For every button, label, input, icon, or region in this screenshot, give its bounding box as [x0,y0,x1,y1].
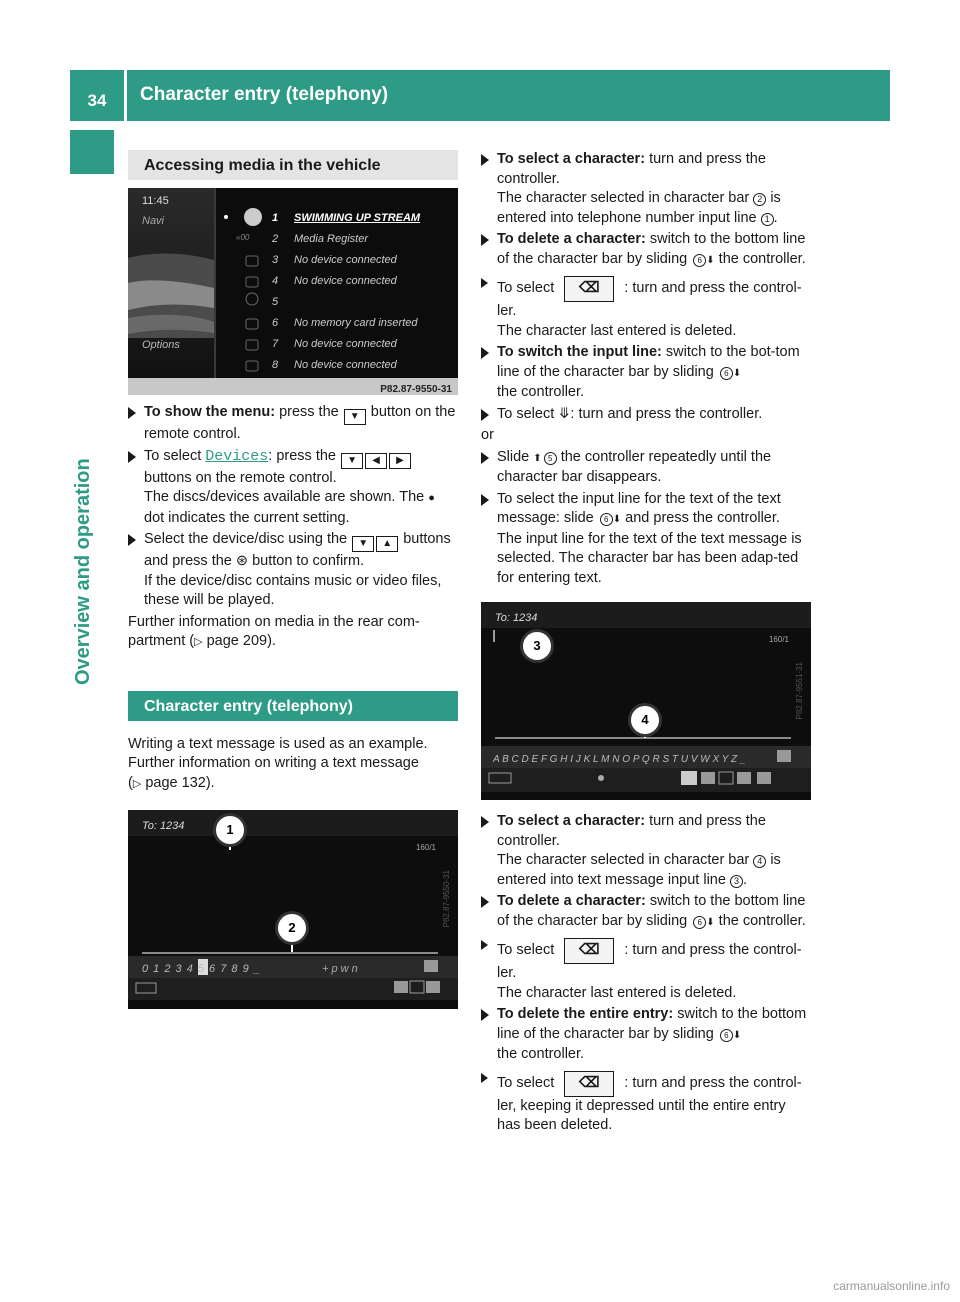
step-text: the controller. [718,250,806,267]
callout-3: 3 [523,632,551,660]
device-label: No memory card inserted [294,316,418,329]
phone-to-field[interactable]: To: 1234 [142,820,185,832]
step-text: press the [279,404,339,420]
step-text: switch to the bottom line of the character bar by sliding [497,893,806,929]
step-arrow-icon [128,451,136,463]
step-select-input-switch [481,405,811,425]
step-arrow-icon [481,154,489,166]
step-text: is entered into telephone number input line [497,190,781,226]
controller-slide-icon: 6 [693,916,706,929]
step-delete-character [481,230,811,270]
device-row[interactable] [272,250,458,271]
step-text: Slide [497,448,530,465]
phone-code: P82.87-9550-31 [441,870,451,928]
step-text: To select [144,447,202,464]
right-button-icon: ▶ [389,453,411,469]
callout-ref-3: 3 [730,875,743,888]
bullet-dot-icon: ● [428,492,435,504]
down-button-icon: ▼ [344,409,366,425]
devices-link[interactable]: Devices [205,447,269,465]
controller-slide-icon: 6 [720,1029,733,1042]
callout-ref-2: 2 [753,193,766,206]
side-block [70,130,114,174]
step-text: switch to the bot-tom line of the character bar by sliding [497,344,800,380]
device-label: SWIMMING UP STREAM [294,211,421,224]
media-device-list [272,208,458,376]
period: . [742,871,747,888]
callout-ref-1: 1 [761,213,774,226]
intro-line: Writing a text message is used as an example. [128,735,428,752]
device-label: No device connected [294,358,397,371]
phone-entry-screen [128,810,458,1009]
step-text: Select the device/disc using the [144,531,348,547]
further-text: Further information on media in the rear com-partment ( [128,613,420,649]
step-arrow-icon [128,534,136,546]
step-select-backspace [481,276,811,341]
slide-down-arrow-icon: ⬇ [612,514,622,525]
slide-down-arrow-icon: ⬇ [706,254,715,266]
step-switch-input [481,343,811,403]
step-text: If the device/disc contains music or video files, these will be played. [144,572,442,608]
step-text: buttons and press the [144,531,451,569]
step-bold: To delete a character: [497,893,646,909]
step-arrow-icon [481,409,489,421]
page-title: Character entry (telephony) [140,84,389,105]
side-label [70,200,114,700]
step-arrow-icon [481,278,488,288]
step-select-text-char [481,812,811,890]
step-arrow-icon [481,1009,489,1021]
step-text: : press the [268,447,336,464]
step-text: The character selected in character bar [497,190,750,206]
media-screen [128,188,458,395]
backspace-icon: ⌫ [564,938,614,964]
controller-slide-icon: 6 [693,254,706,267]
device-num: 3 [272,253,279,266]
device-label: No device connected [294,274,397,287]
device-num: 4 [272,274,279,287]
step-arrow-icon [481,234,489,246]
step-select-character [481,150,811,228]
step-select-device [128,530,458,611]
step-text: the controller repeatedly until the character bar disappears. [497,448,772,485]
device-num: 5 [272,295,279,308]
spacer [128,655,458,691]
step-arrow-icon [481,940,488,950]
callout-ref-4: 4 [753,855,766,868]
device-num: 8 [272,358,279,371]
phone-char-bar[interactable]: 0 1 2 3 4 5 6 7 8 9 _ [142,963,261,975]
step-arrow-icon [481,347,489,359]
intro-line: Further information on writing a text message [128,755,419,771]
controller-slide-icon: 6 [720,367,733,380]
left-column [128,150,458,1009]
text-code: P82.87-9551-31 [794,662,804,720]
step-text: : turn and press the control-ler, keeping it depressed until the entire entry has been deleted. [497,1074,802,1133]
media-time: 11:45 [142,195,169,207]
step-arrow-icon [481,494,489,506]
step-arrow-icon [481,816,489,828]
callout-1: 1 [216,816,244,844]
step-delete-text-char [481,892,811,932]
step-text: : turn and press the control-ler. [497,280,802,319]
or-text: or [481,427,494,443]
step-bold: To show the menu: [144,404,276,420]
backspace-icon: ⌫ [564,276,614,302]
page-ref-icon: ▷ [194,636,203,648]
text-to-field[interactable]: To: 1234 [495,612,538,624]
step-text: switch to the bottom line of the character bar by sliding [497,231,806,267]
device-label: Media Register [294,232,368,245]
media-code: P82.87-9550-31 [380,384,452,395]
page-ref-icon: ▷ [132,777,142,790]
input-switch-icon: ⤋ [558,405,571,422]
step-text: To select [497,280,555,296]
step-select-text-line [481,490,811,589]
controller-slide-icon: 6 [600,513,613,526]
device-row[interactable] [272,334,458,355]
period: . [773,209,778,226]
step-bold: To select a character: [497,813,646,829]
device-row[interactable] [272,292,458,313]
step-arrow-icon [481,896,489,908]
step-text: the controller. [718,912,806,929]
step-bold: To delete the entire entry: [497,1006,674,1022]
section-heading-media: Accessing media in the vehicle [128,150,458,180]
step-arrow-icon [128,407,136,419]
step-text: To select [497,405,555,422]
slide-down-arrow-icon: ⬇ [732,367,742,379]
device-row[interactable] [272,313,458,334]
device-num: 1 [272,211,279,224]
slide-down-arrow-icon: ⬇ [732,1029,742,1041]
step-text: To select [497,942,555,958]
left-button-icon: ◀ [365,453,387,469]
step-bold: To switch the input line: [497,344,662,360]
step-text: The character last entered is deleted. [497,322,737,339]
header-divider [124,70,127,121]
step-text: button on the remote control. [144,404,456,442]
footer-watermark: carmanualsonline.info [833,1278,950,1293]
step-text: switch to the bottom line of the character bar by sliding [497,1006,807,1042]
step-text: To select [497,1074,555,1091]
step-arrow-icon [481,1073,488,1083]
device-num: 6 [272,316,279,329]
intro-text: Writing a text message is used as an example. Further information on writing a text message (▷ page 132). [128,735,428,791]
slide-down-arrow-icon: ⬇ [706,916,715,928]
down-button-icon: ▼ [341,453,363,469]
step-text: button to confirm. [252,553,365,569]
step-text: is entered into text message input line [497,852,781,888]
step-text: To select the input line for the text of the text message: slide [497,490,781,526]
device-row[interactable] [272,355,458,376]
media-options: Options [142,339,180,351]
step-text: : turn and press the controller. [570,405,763,422]
text-entry-screen [481,602,811,800]
media-navi: Navi [142,215,165,227]
device-num: 2 [272,232,279,245]
slide-up-arrow-icon: ⬆ [533,452,542,464]
down-button-icon: ▼ [352,536,374,552]
step-bold: To delete a character: [497,231,646,247]
device-num: 7 [272,337,279,350]
up-button-icon: ▲ [376,536,398,552]
step-select-devices [128,447,458,529]
callout-2: 2 [278,914,306,942]
text-screen-art [481,602,811,800]
step-text: dot indicates the current setting. [144,509,350,526]
callout-4: 4 [631,706,659,734]
step-text: The input line for the text of the text message is selected. The character bar has been adap-ted for entering text. [497,530,802,586]
page-number: 34 [87,90,107,110]
step-text: The character selected in character bar [497,852,750,868]
phone-char-extra: + p w n [322,963,358,975]
step-slide-up [481,448,811,488]
ok-button-icon: ⊛ [235,553,249,569]
further-info-rear [128,613,458,653]
step-show-menu [128,403,458,445]
step-text: and press the controller. [625,510,780,526]
phone-counter: 160/1 [415,843,436,852]
text-counter: 160/1 [768,635,789,644]
side-label-text: Overview and operation [72,458,94,685]
device-label: No device connected [294,253,397,266]
controller-slide-icon: 5 [544,452,557,465]
step-select-backspace-2 [481,938,811,1003]
backspace-icon: ⌫ [564,1071,614,1097]
step-text: the controller. [497,384,585,400]
page-ref-link[interactable]: page 209). [206,633,276,649]
step-arrow-icon [481,452,489,464]
device-row[interactable] [272,271,458,292]
device-row[interactable] [272,229,458,250]
step-text: The discs/devices available are shown. The [144,489,425,505]
section-heading-character-entry: Character entry (telephony) [128,691,458,721]
device-label: No device connected [294,337,397,350]
step-text: turn and press the controller. [497,813,766,849]
svg-text:«00: «00 [236,233,250,242]
step-text: : turn and press the control-ler. [497,942,802,981]
right-column [481,150,811,1138]
device-row[interactable] [272,208,458,229]
step-text: The character last entered is deleted. [497,984,737,1001]
step-text: the controller. [497,1046,585,1062]
page-ref-link[interactable]: page 132). [145,774,215,791]
text-char-bar[interactable]: A B C D E F G H I J K L M N O P Q R S T U V W X Y Z _ [493,754,746,765]
step-select-backspace-3 [481,1071,811,1136]
step-text: turn and press the controller. [497,151,766,187]
step-delete-entire [481,1005,811,1065]
step-bold: To select a character: [497,151,646,167]
step-text: buttons on the remote control. [144,469,337,486]
